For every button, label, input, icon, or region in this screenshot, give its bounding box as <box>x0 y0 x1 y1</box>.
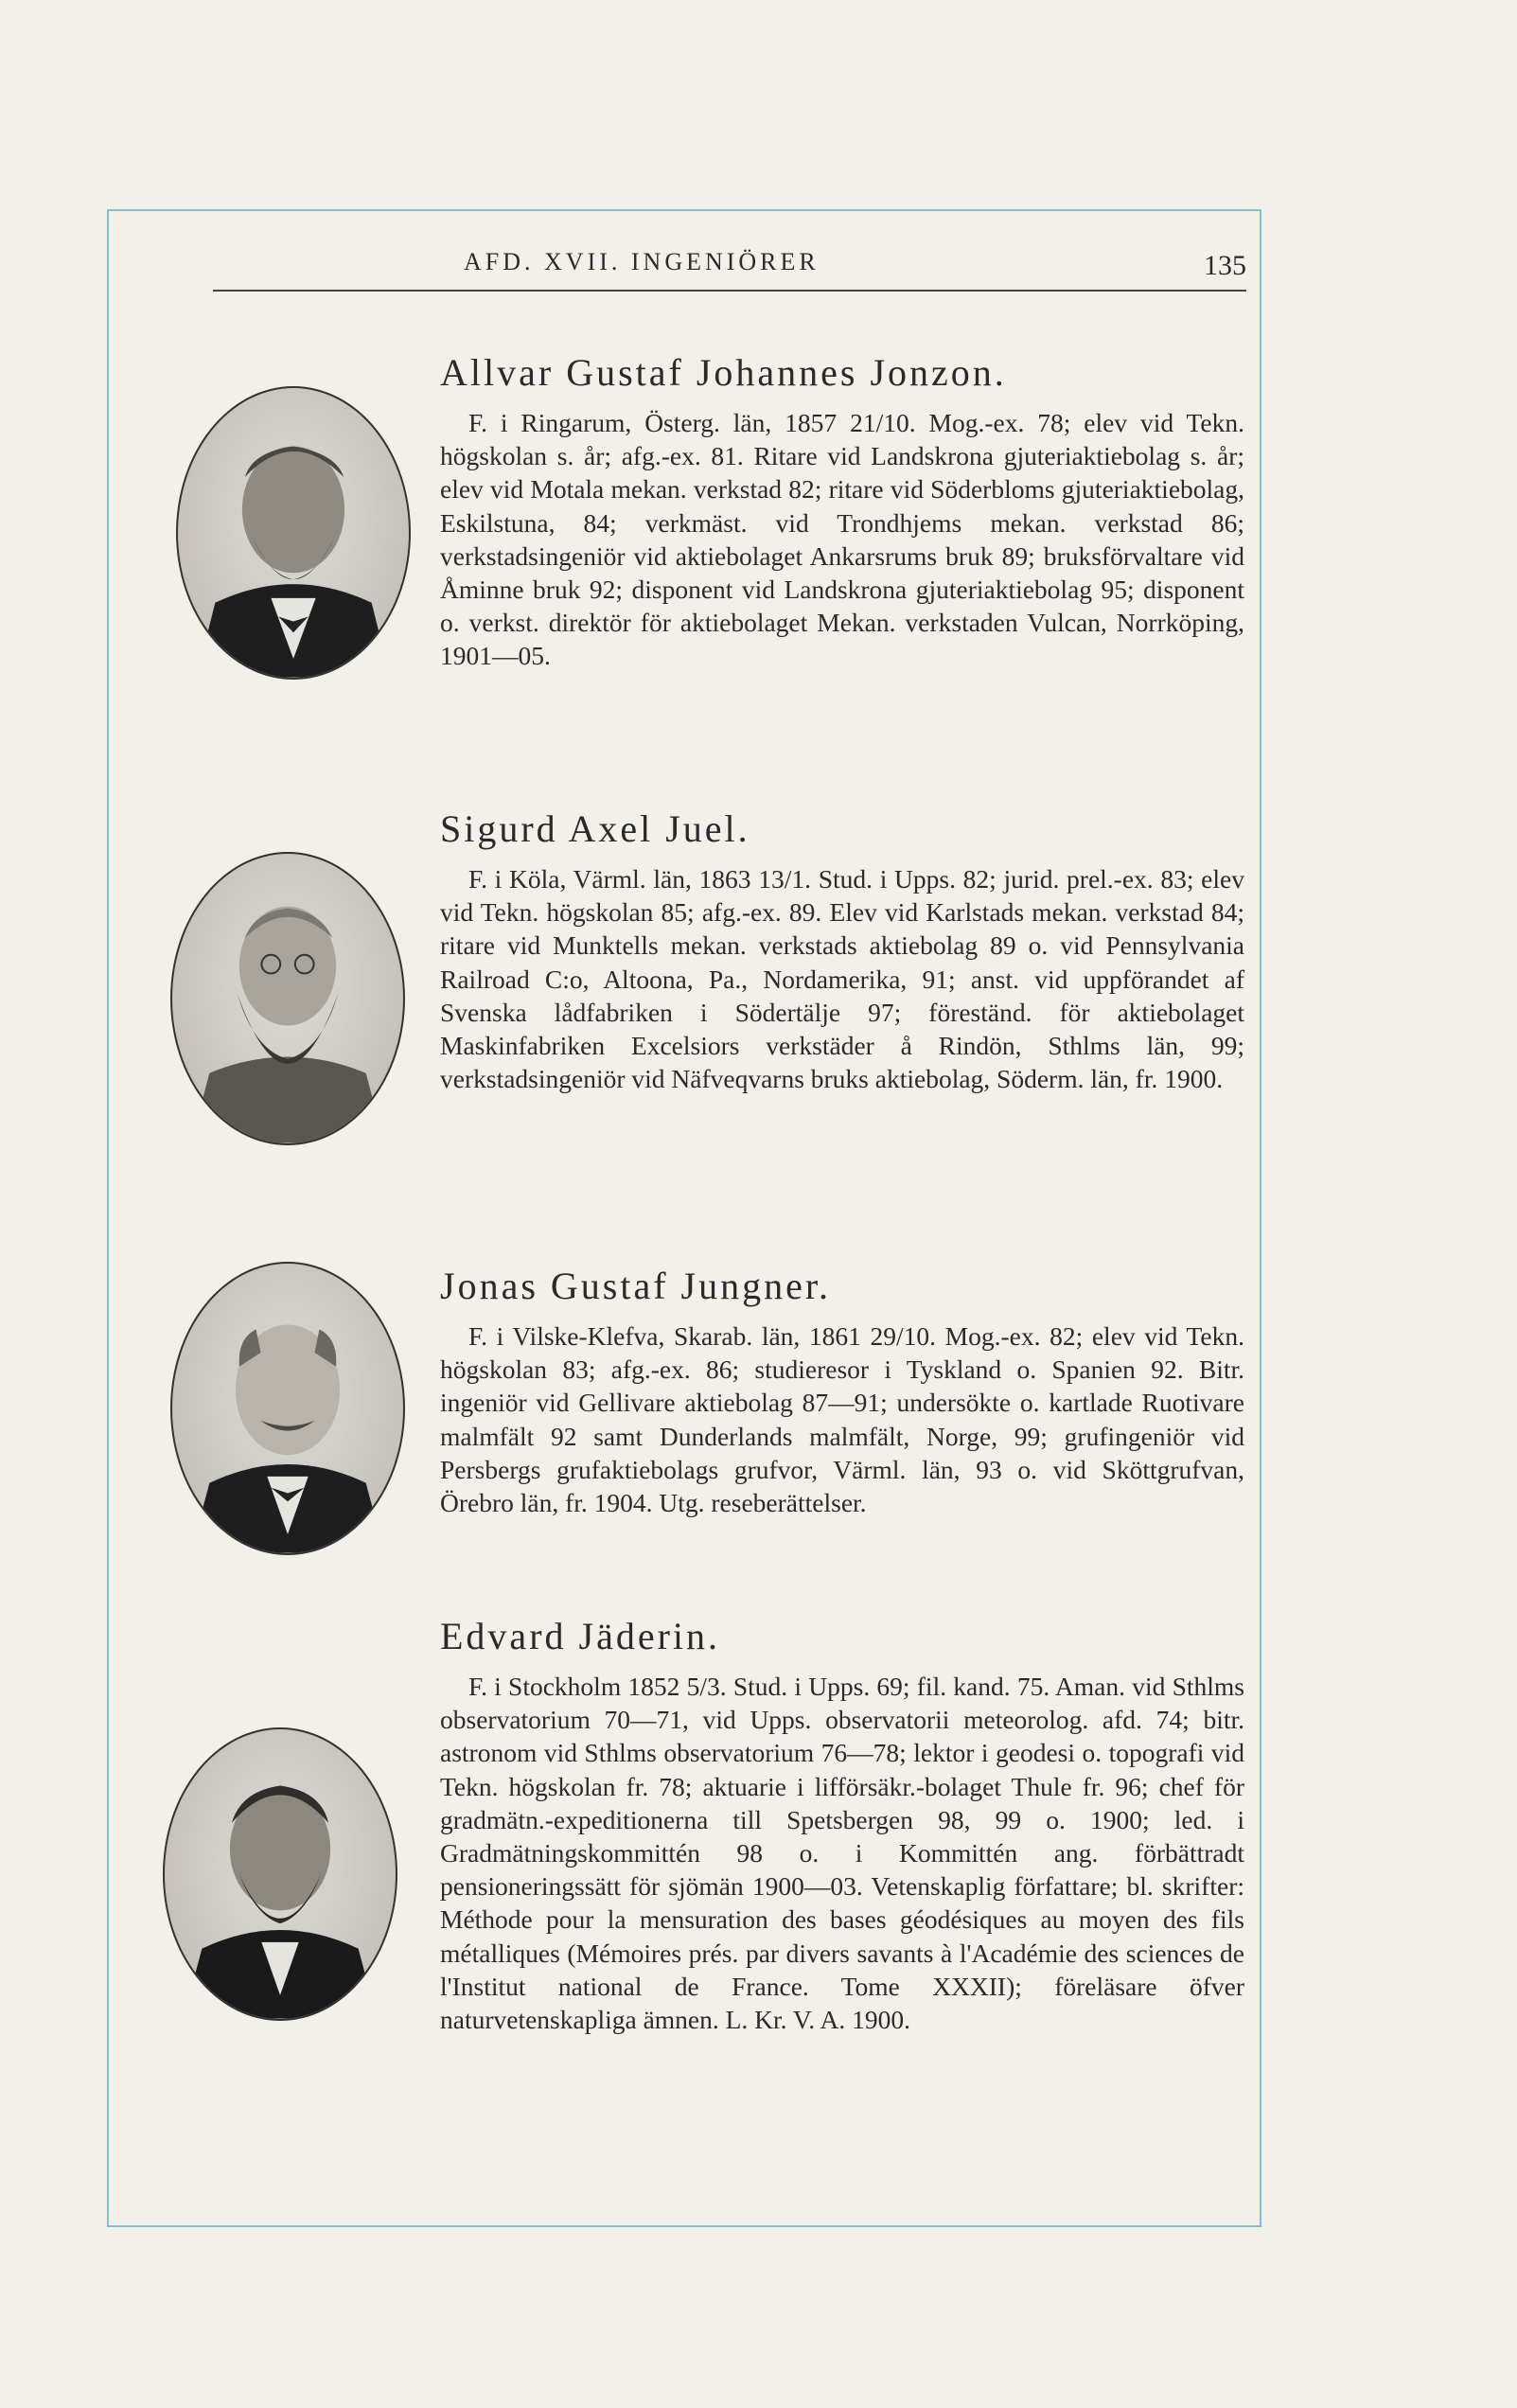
entry-name: Sigurd Axel Juel. <box>440 807 750 850</box>
portrait-jaderin-image <box>165 1729 396 2019</box>
page-header <box>213 248 1246 292</box>
entry-name: Jonas Gustaf Jungner. <box>440 1265 831 1307</box>
portrait-jonzon <box>176 386 411 680</box>
entry-name: Edvard Jäderin. <box>440 1615 721 1657</box>
entry-name: Allvar Gustaf Johannes Jonzon. <box>440 351 1007 394</box>
entry-body: F. i Vilske-Klefva, Skarab. län, 1861 29/10. Mog.-ex. 82; elev vid Tekn. högskolan 83; afg.-ex. 86; studieresor i Tyskland o. Spanien 92. Bitr. ingeniör vid Gellivare aktiebolag 87—91; undersökte o. kartlade Ruotivare malmfält 92 samt Dunderlands malmfält, Norge, 99; grufingeniör vid Persbergs grufaktiebolags grufvor, Värml. län, 93 o. vid Sköttgrufvan, Örebro län, fr. 1904. Utg. reseberättelser. <box>440 1321 1244 1518</box>
portrait-jonzon-image <box>178 388 409 678</box>
entry-jonzon <box>440 350 1244 673</box>
entry-body: F. i Stockholm 1852 5/3. Stud. i Upps. 69; fil. kand. 75. Aman. vid Sthlms observatorium 70—71, vid Upps. observatorii meteorolog. afd. 74; bitr. astronom vid Sthlms observatorium 76—78; lektor i geodesi o. topografi vid Tekn. högskolan fr. 78; aktuarie i lifförsäkr.-bolaget Thule fr. 96; chef för gradmätn.-expeditionerna till Spetsbergen 98, 99 o. 1900; led. i Gradmätningskommittén 98 o. i Kommittén ang. förbättradt pensioneringssätt för sjömän 1900—03. Vetenskaplig författare; bl. skrifter: Méthode pour la mensuration des bases géodésiques au moyen des fils métalliques (Mémoires prés. par divers savants à l'Académie des sciences de l'Institut national de France. Tome XXXII); föreläsare öfver naturvetenskapliga ämnen. L. Kr. V. A. 1900. <box>440 1672 1244 2035</box>
entry-juel <box>440 806 1244 1095</box>
portrait-jaderin <box>163 1727 397 2021</box>
portrait-jungner <box>170 1262 405 1555</box>
portrait-juel <box>170 852 405 1145</box>
entry-body: F. i Köla, Värml. län, 1863 13/1. Stud. i Upps. 82; jurid. prel.-ex. 83; elev vid Tekn. högskolan 85; afg.-ex. 89. Elev vid Karlstads mekan. verkstad 84; ritare vid Munktells mekan. verkstads aktiebolag 89 o. vid Pennsylvania Railroad C:o, Altoona, Pa., Nordamerika, 91; anst. vid uppförandet af Svenska lådfabriken i Södertälje 97; föreständ. för aktiebolaget Maskinfabriken Excelsiors verkstäder å Rindön, Sthlms län, 99; verkstadsingeniör vid Näfveqvarns bruks aktiebolag, Söderm. län, fr. 1900. <box>440 864 1244 1094</box>
portrait-juel-image <box>172 854 403 1143</box>
portrait-jungner-image <box>172 1264 403 1553</box>
page-number: 135 <box>1204 250 1246 281</box>
entry-jaderin <box>440 1614 1244 2036</box>
entry-jungner <box>440 1264 1244 1519</box>
entry-body: F. i Ringarum, Österg. län, 1857 21/10. Mog.-ex. 78; elev vid Tekn. högskolan s. år; afg.-ex. 81. Ritare vid Landskrona gjuteriaktiebolag s. år; elev vid Motala mekan. verkstad 82; ritare vid Söderbloms gjuteriaktiebolag, Eskilstuna, 84; verkmäst. vid Trondhjems mekan. verkstad 86; verkstadsingeniör vid aktiebolaget Ankarsrums bruk 89; bruksförvaltare vid Åminne bruk 92; disponent vid Landskrona gjuteriaktiebolag 95; disponent o. verkst. direktör för aktiebolaget Mekan. verkstaden Vulcan, Norrköping, 1901—05. <box>440 408 1244 671</box>
running-head: AFD. XVII. INGENIÖRER <box>464 248 820 275</box>
